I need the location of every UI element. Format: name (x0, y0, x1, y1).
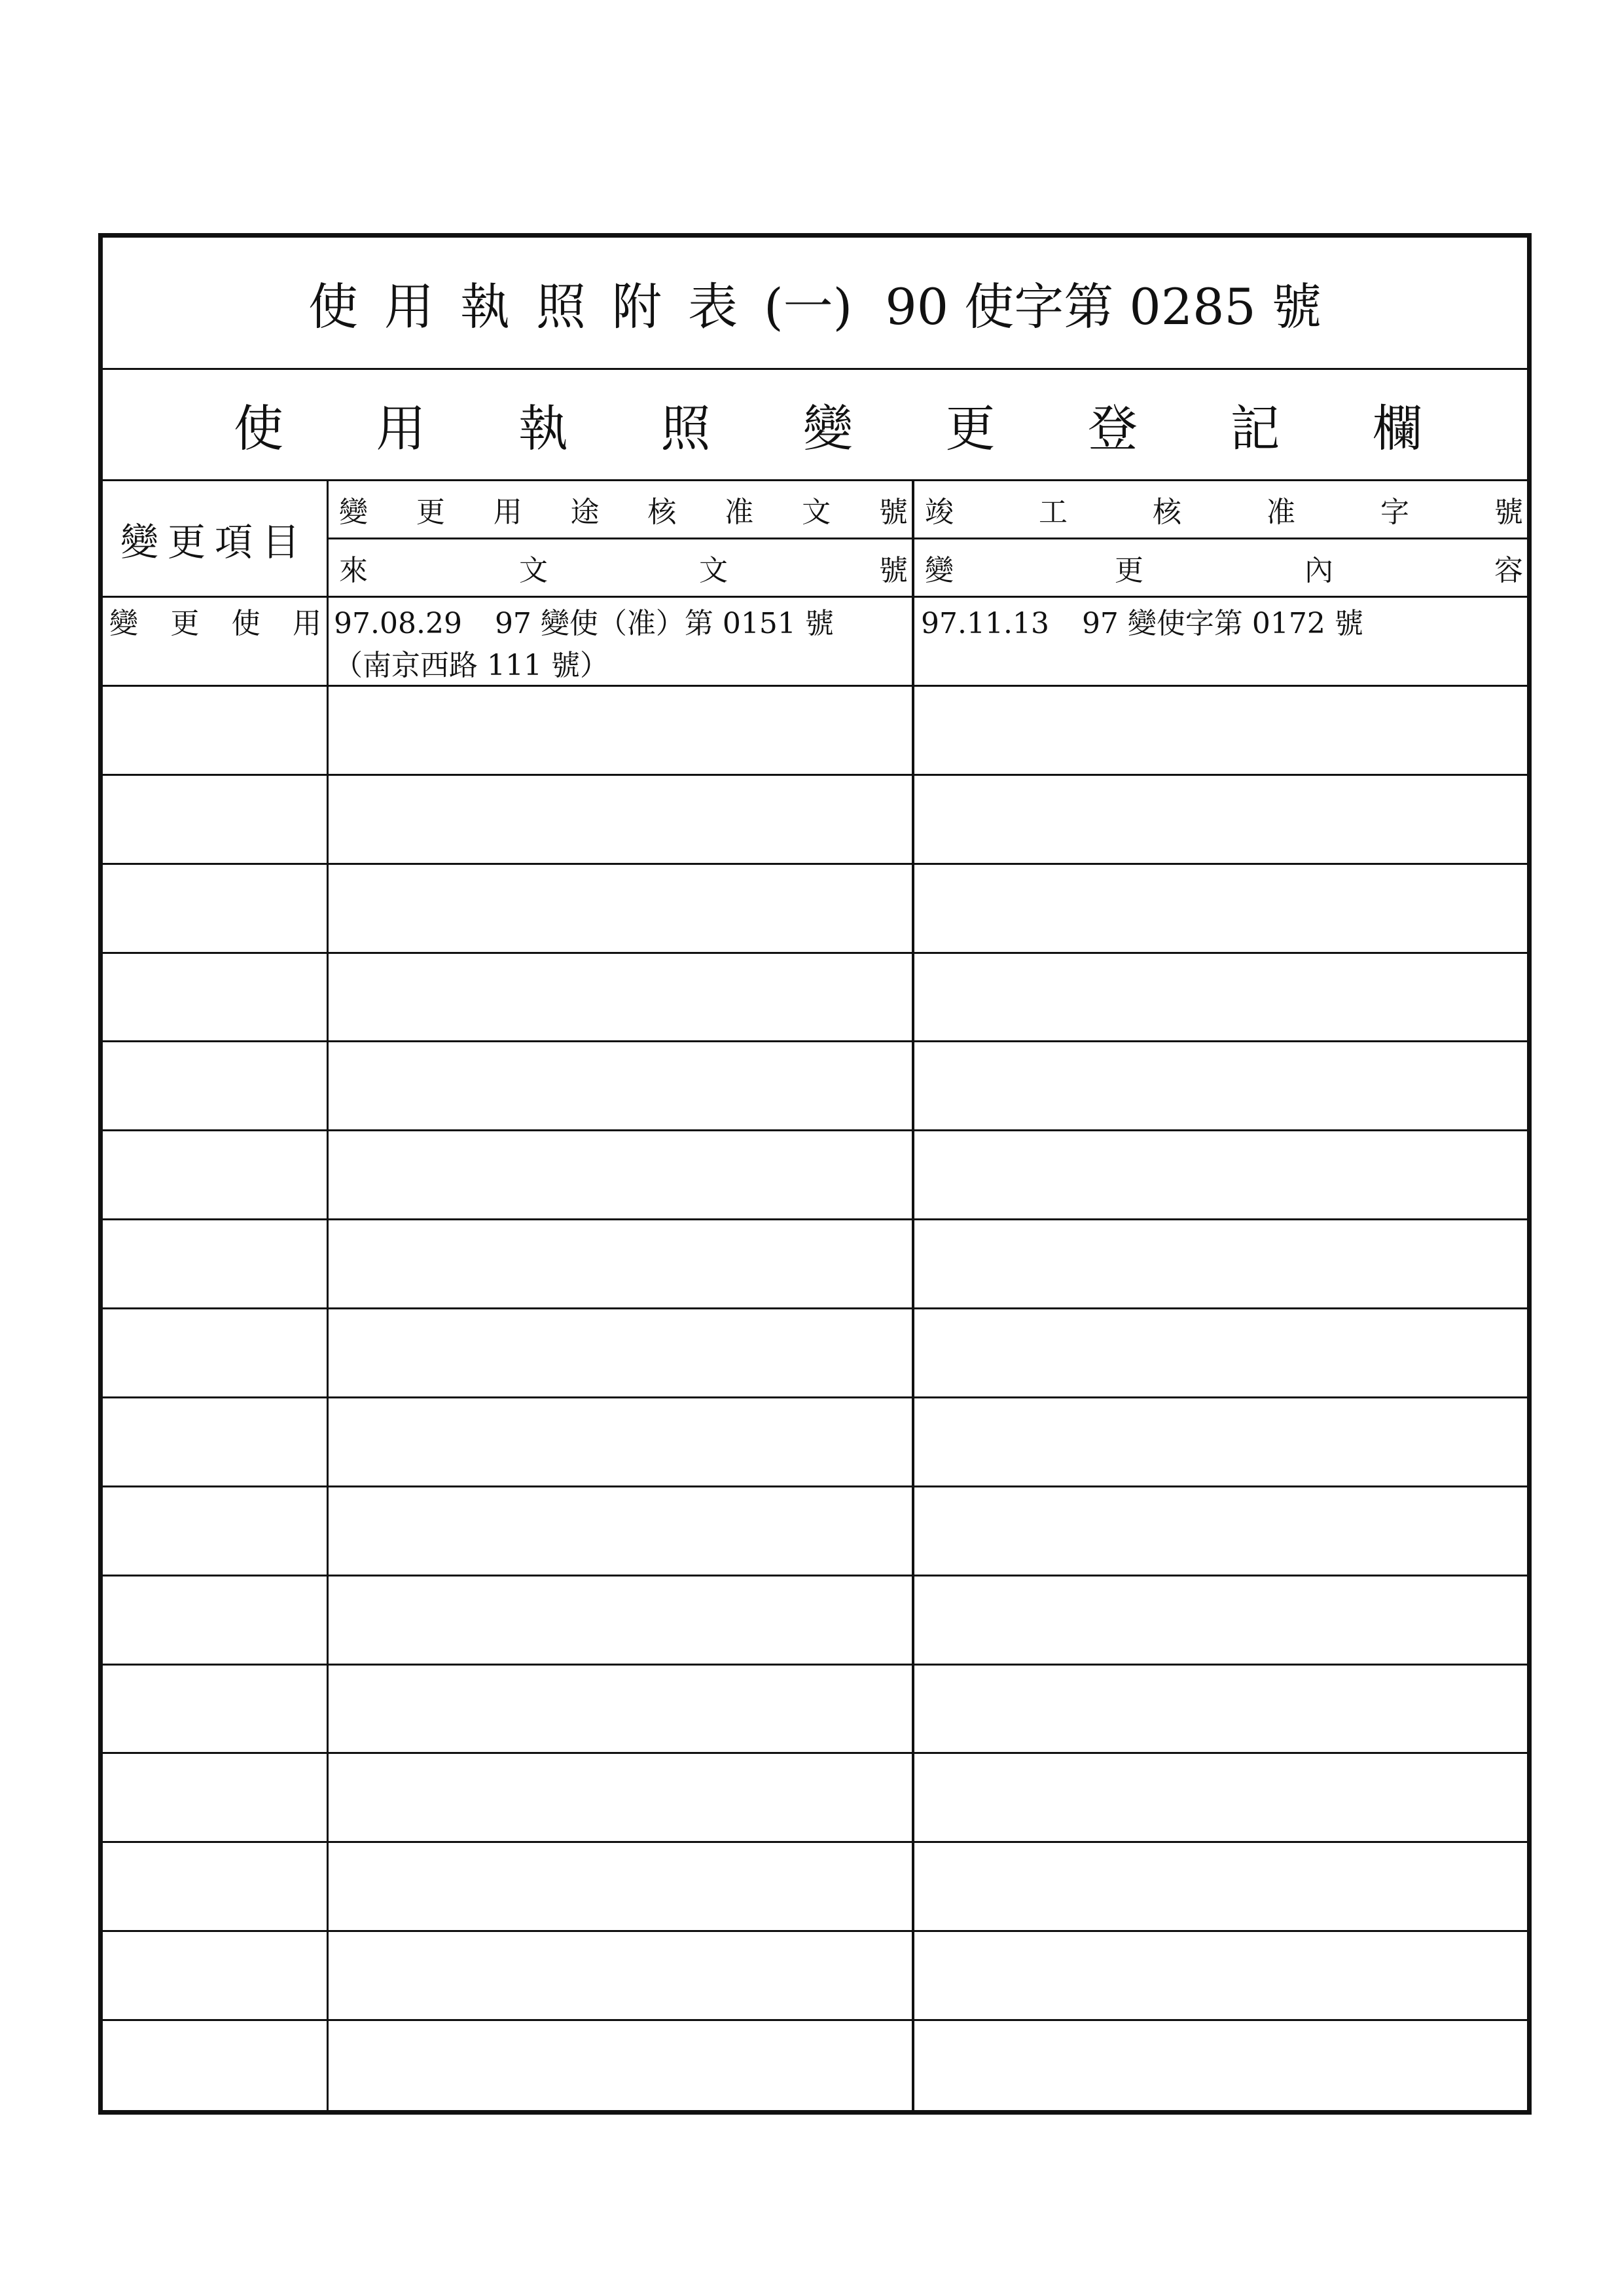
license-number: 90 使字第 0285 號 (885, 278, 1321, 336)
table-row (103, 776, 1527, 865)
table-row (103, 1487, 1527, 1576)
header-approval-doc (329, 481, 914, 598)
section-heading (103, 370, 1527, 481)
completion-doc-cell (914, 2021, 1527, 2110)
change-item-cell (103, 1398, 329, 1485)
approval-doc-number: 97 變使（准）第 0151 號 (494, 607, 834, 640)
approval-date: 97.08.29 (334, 607, 462, 640)
header-change-content-label: 變 更 內 容 (925, 554, 1523, 587)
table-row (103, 598, 1527, 687)
change-item-cell (103, 1220, 329, 1307)
completion-date: 97.11.13 (921, 607, 1049, 640)
completion-doc-cell (914, 687, 1527, 774)
approval-doc-cell (329, 776, 914, 863)
change-item-cell (103, 2021, 329, 2110)
header-approval-doc-label: 變 更 用 途 核 准 文 號 (329, 481, 912, 539)
header-completion-doc (914, 481, 1527, 598)
approval-doc-cell (329, 954, 914, 1041)
approval-doc-cell (329, 1576, 914, 1664)
title-paren: (一) (764, 278, 853, 336)
approval-doc-cell (329, 598, 914, 685)
heading-char: 執 (518, 399, 568, 458)
completion-doc-cell (914, 1666, 1527, 1753)
approval-doc-cell (329, 1309, 914, 1396)
change-item-cell (103, 954, 329, 1041)
heading-char: 照 (660, 399, 711, 458)
completion-doc-cell (914, 954, 1527, 1041)
completion-doc-number: 97 變使字第 0172 號 (1081, 607, 1363, 640)
change-item-cell (103, 1843, 329, 1930)
completion-doc-cell (914, 1042, 1527, 1129)
table-row (103, 1220, 1527, 1309)
completion-doc-cell (914, 1487, 1527, 1575)
approval-doc-cell (329, 865, 914, 952)
table-row (103, 1754, 1527, 1843)
heading-char: 更 (945, 399, 996, 458)
change-item-cell (103, 1131, 329, 1218)
heading-char: 登 (1088, 399, 1138, 458)
change-item-cell (103, 1754, 329, 1841)
change-item-cell (103, 1666, 329, 1753)
completion-doc-cell (914, 1220, 1527, 1307)
approval-doc-cell (329, 1042, 914, 1129)
change-item-cell (103, 1309, 329, 1396)
table-row (103, 1932, 1527, 2021)
address-note: （南京西路 111 號） (334, 649, 609, 682)
table-row (103, 2021, 1527, 2110)
change-item-cell: 變 更 使 用 (103, 598, 329, 685)
registration-rows (103, 598, 1527, 2110)
change-item-cell (103, 1932, 329, 2019)
approval-doc-cell (329, 1487, 914, 1575)
title-prefix: 使用執照附表 (308, 278, 764, 336)
completion-doc-cell (914, 1932, 1527, 2019)
change-item-cell (103, 1042, 329, 1129)
completion-doc-cell (914, 1398, 1527, 1485)
approval-doc-cell (329, 1754, 914, 1841)
license-annex-table (98, 233, 1532, 2115)
header-completion-doc-label: 竣 工 核 准 字 號 (914, 481, 1527, 539)
approval-doc-cell (329, 1932, 914, 2019)
change-item-cell (103, 1487, 329, 1575)
table-row (103, 1131, 1527, 1220)
change-item-cell (103, 865, 329, 952)
header-incoming-doc-label: 來 文 文 號 (339, 554, 908, 587)
heading-char: 使 (234, 399, 283, 458)
heading-char: 變 (803, 399, 853, 458)
heading-char: 記 (1230, 399, 1280, 458)
heading-char: 用 (376, 399, 426, 458)
table-row (103, 1309, 1527, 1398)
approval-doc-cell (329, 1843, 914, 1930)
approval-doc-cell (329, 1220, 914, 1307)
approval-doc-cell (329, 1131, 914, 1218)
approval-doc-cell (329, 1666, 914, 1753)
change-item-cell (103, 1576, 329, 1664)
table-row (103, 865, 1527, 954)
change-item-cell (103, 687, 329, 774)
completion-doc-cell (914, 1309, 1527, 1396)
approval-doc-cell (329, 2021, 914, 2110)
table-row (103, 1576, 1527, 1666)
change-item-cell (103, 776, 329, 863)
completion-doc-cell (914, 1131, 1527, 1218)
completion-doc-cell (914, 865, 1527, 952)
table-row (103, 1666, 1527, 1755)
table-row (103, 1042, 1527, 1131)
table-row (103, 687, 1527, 776)
heading-char: 欄 (1373, 399, 1422, 458)
page-title (103, 238, 1527, 370)
table-row (103, 1843, 1527, 1932)
approval-doc-cell (329, 1398, 914, 1485)
header-change-item: 變更項目 (103, 481, 329, 598)
completion-doc-cell (914, 776, 1527, 863)
completion-doc-cell (914, 1576, 1527, 1664)
completion-doc-cell (914, 598, 1527, 685)
table-row (103, 1398, 1527, 1487)
approval-doc-cell (329, 687, 914, 774)
completion-doc-cell (914, 1843, 1527, 1930)
completion-doc-cell (914, 1754, 1527, 1841)
table-row (103, 954, 1527, 1043)
